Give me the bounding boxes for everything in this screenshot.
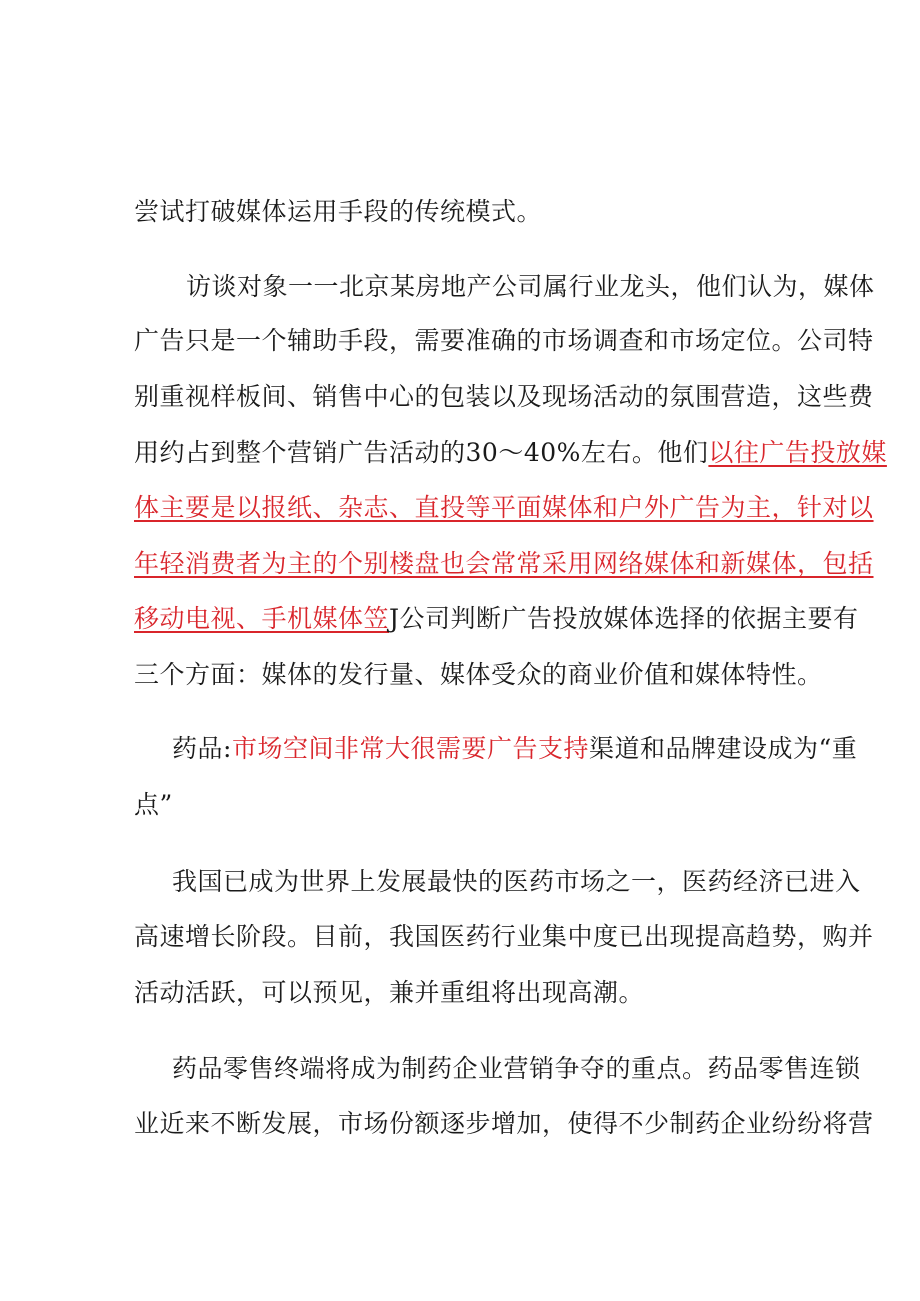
section-heading-highlight: 市场空间非常大很需要广告支持	[231, 734, 589, 763]
paragraph-2-line-7-plain: J公司判断广告投放媒体选择的依据主要有	[389, 604, 859, 633]
section-heading-label: 药品:	[172, 734, 232, 763]
paragraph-5-line-2: 业近来不断发展，市场份额逐步增加，使得不少制药企业纷纷将营	[134, 1109, 874, 1138]
paragraph-2-line-4-plain: 用约占到整个营销广告活动的30～40%左右。他们	[134, 438, 709, 467]
paragraph-5-line-1: 药品零售终端将成为制药企业营销争夺的重点。药品零售连锁	[172, 1054, 861, 1083]
paragraph-2-line-4	[134, 437, 887, 469]
section-heading-rest: 渠道和品牌建设成为“重	[588, 734, 858, 763]
highlighted-media-text-start: 以往广告投放媒	[708, 438, 887, 467]
paragraph-4-line-3: 活动活跃，可以预见，兼并重组将出现高潮。	[134, 978, 645, 1007]
highlighted-media-text-line-2: 体主要是以报纸、杂志、直投等平面媒体和户外广告为主，针对以	[134, 493, 874, 522]
section-heading-pharma-line-2: 点”	[134, 790, 173, 819]
paragraph-2-line-1: 访谈对象一一北京某房地产公司属行业龙头，他们认为，媒体	[186, 272, 875, 301]
highlighted-media-text-line-3: 年轻消费者为主的个别楼盘也会常常采用网络媒体和新媒体，包括	[134, 549, 874, 578]
paragraph-4-line-2: 高速增长阶段。目前，我国医药行业集中度已出现提高趋势，购并	[134, 922, 874, 951]
paragraph-2-line-8: 三个方面：媒体的发行量、媒体受众的商业价值和媒体特性。	[134, 660, 823, 689]
paragraph-2-line-3: 别重视样板间、销售中心的包装以及现场活动的氛围营造，这些费	[134, 382, 874, 411]
paragraph-1-line-1: 尝试打破媒体运用手段的传统模式。	[134, 197, 543, 226]
paragraph-2-line-2: 广告只是一个辅助手段，需要准确的市场调查和市场定位。公司特	[134, 326, 874, 355]
highlighted-media-text-end: 移动电视、手机媒体笠	[134, 604, 390, 633]
paragraph-2-line-7	[134, 603, 859, 635]
section-heading-pharma	[172, 733, 858, 765]
paragraph-4-line-1: 我国已成为世界上发展最快的医药市场之一，医药经济已进入	[172, 867, 861, 896]
